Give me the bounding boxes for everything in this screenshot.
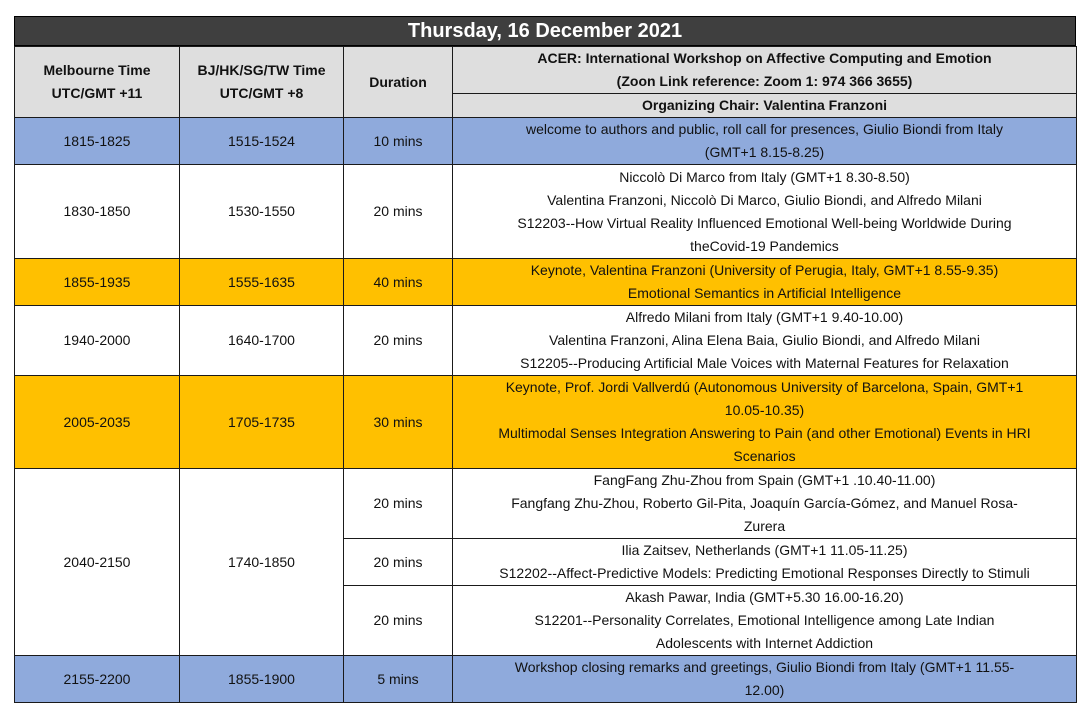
session-line: Workshop closing remarks and greetings, Giulio Biondi from Italy (GMT+1 11.55- <box>514 659 1015 675</box>
session-cell <box>453 376 1077 469</box>
session-line: Emotional Semantics in Artificial Intelligence <box>627 285 902 301</box>
bj-time-cell: 1555-1635 <box>180 259 344 306</box>
session-line: Valentina Franzoni, Niccolò Di Marco, Giulio Biondi, and Alfredo Milani <box>547 191 982 208</box>
duration-cell: 40 mins <box>344 259 453 306</box>
duration-cell: 30 mins <box>344 376 453 469</box>
session-cell <box>453 539 1077 586</box>
schedule-sheet <box>14 16 1076 703</box>
session-cell <box>453 656 1077 703</box>
session-line: (GMT+1 8.15-8.25) <box>704 144 825 160</box>
duration-cell: 10 mins <box>344 118 453 165</box>
melbourne-time-cell: 2005-2035 <box>15 376 180 469</box>
bj-time-cell: 1740-1850 <box>180 469 344 656</box>
header-workshop-title: ACER: International Workshop on Affective Computing and Emotion <box>537 50 992 66</box>
session-cell <box>453 586 1077 656</box>
bj-time-cell: 1530-1550 <box>180 165 344 259</box>
session-line: Ilia Zaitsev, Netherlands (GMT+1 11.05-11.25) <box>621 542 908 558</box>
duration-cell: 20 mins <box>344 306 453 376</box>
session-line: FangFang Zhu-Zhou from Spain (GMT+1 .10.40-11.00) <box>593 472 936 488</box>
session-line: S12203--How Virtual Reality Influenced Emotional Well-being Worldwide During <box>517 214 1012 231</box>
melbourne-time-cell: 1815-1825 <box>15 118 180 165</box>
schedule-rows <box>15 118 1077 703</box>
session-line: Fangfang Zhu-Zhou, Roberto Gil-Pita, Joaquín García-Gómez, and Manuel Rosa- <box>511 495 1018 511</box>
session-line: Keynote, Prof. Jordi Vallverdú (Autonomous University of Barcelona, Spain, GMT+1 <box>505 379 1024 395</box>
melbourne-time-cell: 1940-2000 <box>15 306 180 376</box>
session-line: Akash Pawar, India (GMT+5.30 16.00-16.20) <box>625 589 904 605</box>
bj-time-cell: 1640-1700 <box>180 306 344 376</box>
melbourne-time-cell: 2155-2200 <box>15 656 180 703</box>
table-row <box>15 118 1077 165</box>
bj-time-cell: 1705-1735 <box>180 376 344 469</box>
schedule-table <box>14 46 1077 703</box>
session-line: 12.00) <box>744 682 785 698</box>
duration-cell: 20 mins <box>344 586 453 656</box>
table-row <box>15 656 1077 703</box>
duration-cell: 20 mins <box>344 165 453 259</box>
session-line: Alfredo Milani from Italy (GMT+1 9.40-10.00) <box>625 309 904 325</box>
header-workshop <box>453 47 1077 94</box>
header-melbourne-time <box>15 47 180 118</box>
session-line: Zurera <box>743 518 786 534</box>
session-line: theCovid-19 Pandemics <box>690 237 839 254</box>
session-line: S12201--Personality Correlates, Emotional Intelligence among Late Indian <box>534 612 995 628</box>
session-cell <box>453 306 1077 376</box>
session-line: S12202--Affect-Predictive Models: Predicting Emotional Responses Directly to Stimuli <box>499 565 1030 581</box>
header-bj-time <box>180 47 344 118</box>
header-bj-line2: UTC/GMT +8 <box>219 85 304 101</box>
session-line: Niccolò Di Marco from Italy (GMT+1 8.30-8.50) <box>619 168 910 185</box>
header-bj-line1: BJ/HK/SG/TW Time <box>197 62 326 78</box>
header-duration: Duration <box>344 47 453 118</box>
header-melbourne-line2: UTC/GMT +11 <box>51 85 143 101</box>
session-line: Multimodal Senses Integration Answering to Pain (and other Emotional) Events in HRI <box>498 425 1031 441</box>
duration-cell: 20 mins <box>344 539 453 586</box>
session-line: Scenarios <box>733 448 796 464</box>
table-row <box>15 376 1077 469</box>
melbourne-time-cell: 1830-1850 <box>15 165 180 259</box>
table-row <box>15 259 1077 306</box>
session-cell <box>453 118 1077 165</box>
page-title: Thursday, 16 December 2021 <box>14 16 1076 46</box>
duration-cell: 20 mins <box>344 469 453 539</box>
duration-cell: 5 mins <box>344 656 453 703</box>
session-cell <box>453 469 1077 539</box>
melbourne-time-cell: 2040-2150 <box>15 469 180 656</box>
session-cell <box>453 165 1077 259</box>
header-melbourne-line1: Melbourne Time <box>43 62 151 78</box>
session-line: S12205--Producing Artificial Male Voices with Maternal Features for Relaxation <box>520 355 1009 371</box>
header-organizing-chair: Organizing Chair: Valentina Franzoni <box>453 94 1077 118</box>
bj-time-cell: 1515-1524 <box>180 118 344 165</box>
header-zoom-link: (Zoon Link reference: Zoom 1: 974 366 3655) <box>616 73 913 89</box>
session-line: Adolescents with Internet Addiction <box>655 635 874 651</box>
table-row <box>15 469 1077 539</box>
table-row <box>15 165 1077 259</box>
session-cell <box>453 259 1077 306</box>
session-line: Keynote, Valentina Franzoni (University of Perugia, Italy, GMT+1 8.55-9.35) <box>530 262 999 278</box>
session-line: welcome to authors and public, roll call for presences, Giulio Biondi from Italy <box>526 121 1003 137</box>
melbourne-time-cell: 1855-1935 <box>15 259 180 306</box>
session-line: Valentina Franzoni, Alina Elena Baia, Giulio Biondi, and Alfredo Milani <box>549 332 980 348</box>
session-line: 10.05-10.35) <box>724 402 805 418</box>
table-row <box>15 306 1077 376</box>
bj-time-cell: 1855-1900 <box>180 656 344 703</box>
